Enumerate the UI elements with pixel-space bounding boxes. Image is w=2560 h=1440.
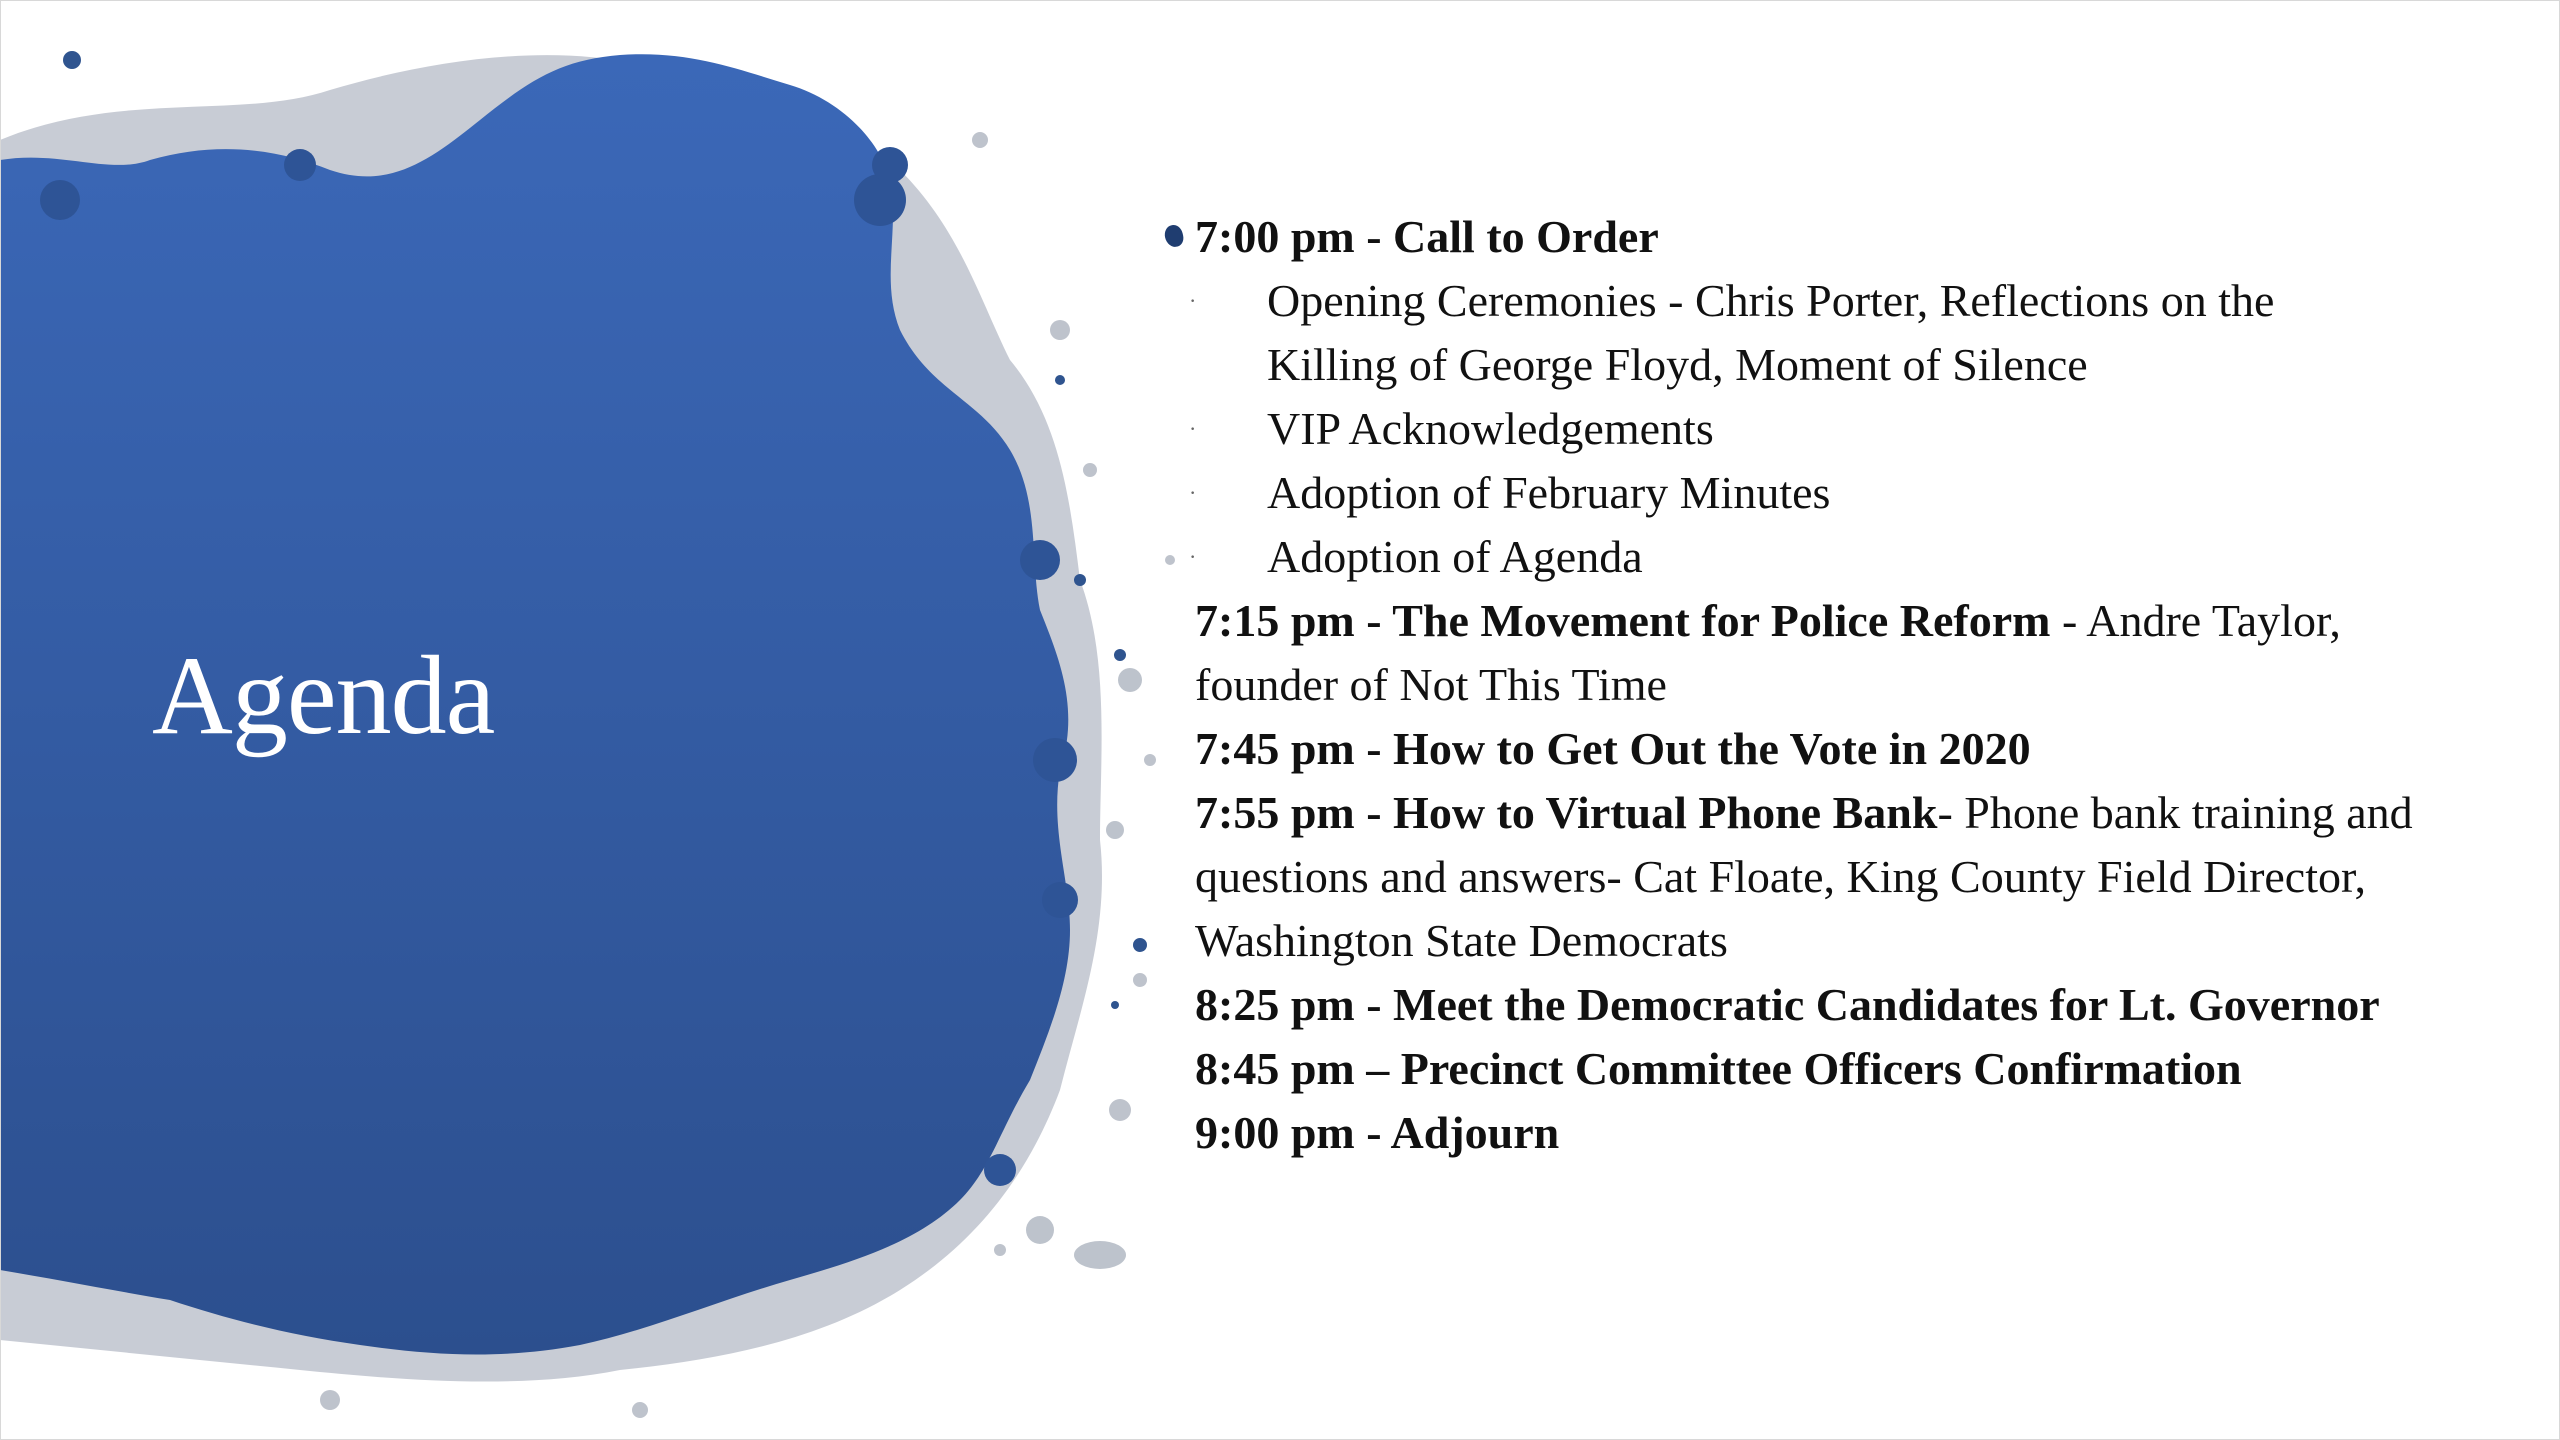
agenda-item bbox=[1195, 1101, 2435, 1165]
agenda-item bbox=[1195, 205, 2435, 269]
agenda-item bbox=[1195, 717, 2435, 781]
agenda-subitem bbox=[1189, 461, 2435, 525]
bullet-icon: · bbox=[1189, 480, 1197, 505]
agenda-item-detail: - Phone bank training and questions and answers- Cat Floate, King County Field Director, Washington State Democrats bbox=[1195, 787, 2413, 966]
agenda-item bbox=[1195, 1037, 2435, 1101]
agenda-subitem bbox=[1195, 333, 2435, 397]
slide-title: Agenda bbox=[152, 634, 495, 758]
agenda-time-heading: 7:15 pm - The Movement for Police Reform bbox=[1195, 595, 2051, 646]
agenda-subitem bbox=[1189, 397, 2435, 461]
bullet-icon: · bbox=[1189, 288, 1197, 313]
agenda-time-heading: 7:45 pm - How to Get Out the Vote in 2020 bbox=[1195, 723, 2031, 774]
agenda-time-heading: 8:45 pm – Precinct Committee Officers Confirmation bbox=[1195, 1043, 2242, 1094]
agenda-time-heading: 9:00 pm - Adjourn bbox=[1195, 1107, 1560, 1158]
agenda-subitem-text: Killing of George Floyd, Moment of Silence bbox=[1267, 339, 2088, 390]
agenda-subitem bbox=[1189, 269, 2435, 333]
agenda-item-detail: - Andre Taylor, founder of Not This Time bbox=[1195, 595, 2341, 710]
bullet-icon: · bbox=[1189, 416, 1197, 441]
agenda-time-heading: 7:55 pm - How to Virtual Phone Bank bbox=[1195, 787, 1938, 838]
agenda-item bbox=[1195, 589, 2435, 717]
agenda-item bbox=[1195, 973, 2435, 1037]
agenda-time-heading: 8:25 pm - Meet the Democratic Candidates for Lt. Governor bbox=[1195, 979, 2380, 1030]
agenda-time-heading: 7:00 pm - Call to Order bbox=[1195, 211, 1659, 262]
agenda-list bbox=[1189, 205, 2435, 1165]
agenda-subitem bbox=[1189, 525, 2435, 589]
agenda-subitem-text: Opening Ceremonies - Chris Porter, Reflections on the bbox=[1267, 275, 2275, 326]
agenda-subitem-text: VIP Acknowledgements bbox=[1267, 403, 1714, 454]
agenda-item bbox=[1195, 781, 2435, 973]
agenda-subitem-text: Adoption of Agenda bbox=[1267, 531, 1643, 582]
agenda-subitem-text: Adoption of February Minutes bbox=[1267, 467, 1831, 518]
bullet-icon: · bbox=[1189, 544, 1197, 569]
